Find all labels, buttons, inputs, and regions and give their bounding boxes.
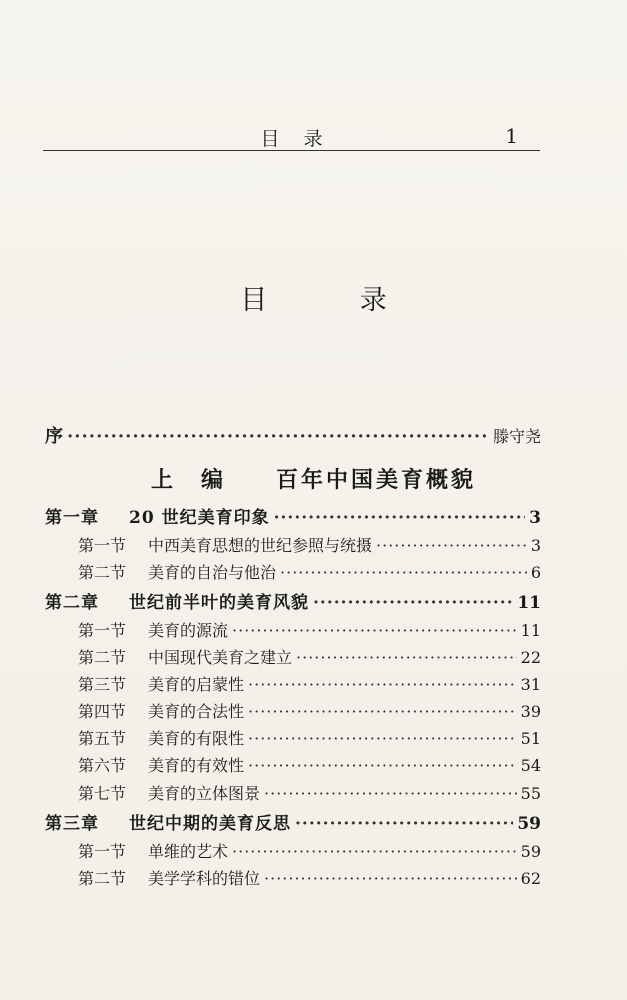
section-number: 第六节 <box>78 756 127 775</box>
toc-entry-section[interactable] <box>78 728 541 750</box>
dot-leader <box>232 841 517 863</box>
section-page: 11 <box>520 621 541 640</box>
section-number: 第七节 <box>78 784 127 803</box>
chapter-page: 3 <box>529 508 541 528</box>
dot-leader <box>264 868 517 890</box>
dot-leader <box>274 507 526 529</box>
running-title: 目录 <box>260 128 347 150</box>
section-page: 59 <box>520 842 541 861</box>
section-number: 第三节 <box>78 675 127 694</box>
section-number: 第二节 <box>78 648 127 667</box>
toc-entry-chapter[interactable] <box>45 592 541 614</box>
section-title: 美育的有效性 <box>148 756 245 775</box>
toc-entry-section[interactable] <box>78 841 541 863</box>
section-page: 54 <box>520 756 541 775</box>
dot-leader <box>280 562 527 584</box>
dot-leader <box>248 674 517 696</box>
dot-leader <box>264 783 517 805</box>
toc-entry-section[interactable] <box>78 783 541 805</box>
chapter-page: 59 <box>517 814 541 834</box>
toc-title: 目 录 <box>240 285 429 316</box>
section-number: 第一节 <box>78 842 127 861</box>
section-title: 美育的自治与他治 <box>148 563 277 582</box>
section-page: 22 <box>520 648 541 667</box>
dot-leader <box>248 755 517 777</box>
section-title: 美育的有限性 <box>148 729 245 748</box>
part-title: 上 编 百年中国美育概貌 <box>150 467 476 493</box>
chapter-page: 11 <box>517 593 541 613</box>
toc-entry-preface[interactable] <box>45 426 541 448</box>
section-page: 39 <box>520 702 541 721</box>
section-page: 55 <box>520 784 541 803</box>
chapter-title: 世纪中期的美育反思 <box>129 814 291 834</box>
chapter-number: 第二章 <box>45 593 99 613</box>
section-page: 51 <box>520 729 541 748</box>
section-page: 3 <box>530 536 541 555</box>
chapter-number: 第一章 <box>45 508 99 528</box>
dot-leader <box>295 813 513 835</box>
running-header <box>43 122 540 151</box>
chapter-title: 20 世纪美育印象 <box>129 508 270 528</box>
section-title: 单维的艺术 <box>148 842 229 861</box>
dot-leader <box>232 620 517 642</box>
section-number: 第二节 <box>78 869 127 888</box>
section-title: 中西美育思想的世纪参照与统摄 <box>148 536 373 555</box>
dot-leader <box>248 728 517 750</box>
toc-entry-section[interactable] <box>78 755 541 777</box>
section-title: 美育的立体图景 <box>148 784 261 803</box>
section-number: 第一节 <box>78 536 127 555</box>
section-number: 第五节 <box>78 729 127 748</box>
dot-leader <box>313 592 513 614</box>
section-number: 第二节 <box>78 563 127 582</box>
toc-entry-section[interactable] <box>78 674 541 696</box>
section-title: 中国现代美育之建立 <box>148 648 293 667</box>
dot-leader <box>296 647 517 669</box>
section-page: 31 <box>520 675 541 694</box>
section-number: 第一节 <box>78 621 127 640</box>
preface-label: 序 <box>45 426 63 447</box>
toc-entry-section[interactable] <box>78 562 541 584</box>
dot-leader <box>376 535 527 557</box>
toc-entry-section[interactable] <box>78 647 541 669</box>
toc-entry-section[interactable] <box>78 701 541 723</box>
section-page: 62 <box>520 869 541 888</box>
section-title: 美学学科的错位 <box>148 869 261 888</box>
page-number: 1 <box>505 124 518 148</box>
toc-entry-section[interactable] <box>78 535 541 557</box>
dot-leader <box>67 426 489 448</box>
toc-entry-section[interactable] <box>78 620 541 642</box>
preface-author: 滕守尧 <box>492 427 541 446</box>
section-title: 美育的启蒙性 <box>148 675 245 694</box>
toc-entry-chapter[interactable] <box>45 507 541 529</box>
toc-entry-section[interactable] <box>78 868 541 890</box>
section-number: 第四节 <box>78 702 127 721</box>
chapter-number: 第三章 <box>45 814 99 834</box>
chapter-title: 世纪前半叶的美育风貌 <box>129 593 309 613</box>
section-title: 美育的源流 <box>148 621 229 640</box>
dot-leader <box>248 701 517 723</box>
section-page: 6 <box>530 563 541 582</box>
section-title: 美育的合法性 <box>148 702 245 721</box>
toc-entry-chapter[interactable] <box>45 813 541 835</box>
